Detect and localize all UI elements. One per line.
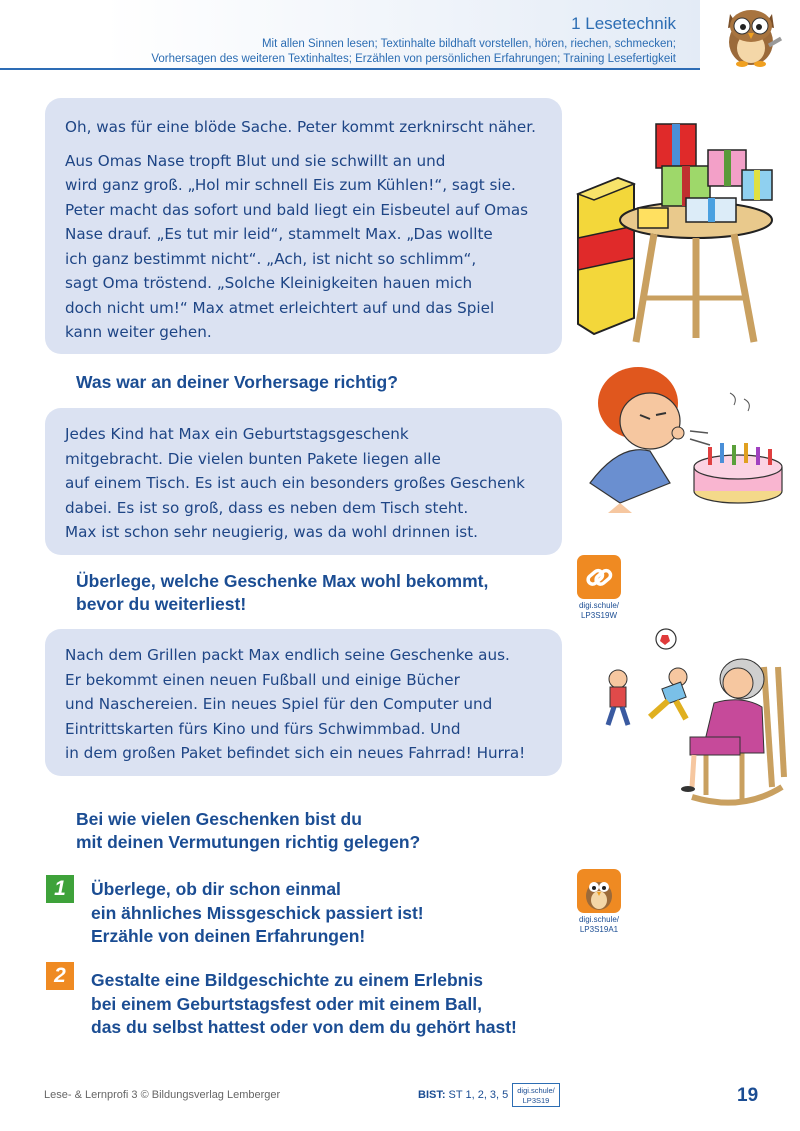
- digi-link-label-1[interactable]: digi.schule/ LP3S19W: [578, 601, 620, 620]
- question-guess-gifts: Überlege, welche Geschenke Max wohl bekommt, bevor du weiterliest!: [76, 571, 489, 614]
- task-text: Gestalte eine Bildgeschichte zu einem Erlebnis bei einem Geburtstagsfest oder mit einem Ball, das du selbst hattest oder von dem du gehört hast!: [91, 970, 517, 1037]
- story-box-3: [45, 629, 562, 776]
- chapter-subtitle-line1: Mit allen Sinnen lesen; Textinhalte bildhaft vorstellen, hören, riechen, schmecken;: [261, 38, 676, 50]
- page-number: 19: [737, 1085, 759, 1106]
- footer-publisher: Lese- & Lernprofi 3 © Bildungsverlag Lemberger: [44, 1089, 281, 1101]
- question-correct-guesses: Bei wie vielen Geschenken bist du mit deinen Vermutungen richtig gelegen?: [76, 809, 421, 852]
- footer-bist: [418, 1089, 508, 1101]
- story-paragraph: Jedes Kind hat Max ein Geburtstagsgeschenk mitgebracht. Die vielen bunten Pakete liegen alle auf einem Tisch. Es ist auch ein besonders großes Geschenk dabei. Es ist so groß, dass es neben dem Tisch steht. Max ist schon sehr neugierig, was da wohl drinnen ist.: [65, 425, 525, 541]
- story-box-1: [45, 98, 562, 354]
- task-number-badge: 1: [46, 875, 74, 903]
- footer-digi-code[interactable]: digi.schule/ LP3S19: [512, 1083, 560, 1107]
- question-prediction: Was war an deiner Vorhersage richtig?: [76, 372, 398, 392]
- task-number-badge: 2: [46, 962, 74, 990]
- story-paragraph: Aus Omas Nase tropft Blut und sie schwillt an und wird ganz groß. „Hol mir schnell Eis zum Kühlen!“, sagt sie. Peter macht das sofort und bald liegt ein Eisbeutel auf Omas Nase drauf. „Es tut mir leid“, stammelt Max. „Das wollte ich ganz bestimmt nicht“. „Ach, ist nicht so schlimm“, sagt Oma tröstend. „Solche Kleinigkeiten hauen mich doch nicht um!“ Max atmet erleichtert auf und das Spiel kann weiter gehen.: [65, 151, 529, 341]
- chapter-title: 1 Lesetechnik: [571, 14, 676, 33]
- bist-value: ST 1, 2, 3, 5: [445, 1089, 509, 1101]
- task-text: Überlege, ob dir schon einmal ein ähnliches Missgeschick passiert ist! Erzähle von deinen Erfahrungen!: [91, 879, 424, 946]
- grandma-football-illustration: [582, 627, 787, 812]
- owl-mascot-icon: [716, 2, 786, 68]
- digi-link-label-2[interactable]: digi.schule/ LP3S19A1: [578, 915, 620, 934]
- story-paragraph: Nach dem Grillen packt Max endlich seine Geschenke aus. Er bekommt einen neuen Fußball und einige Bücher und Naschereien. Ein neues Spiel für den Computer und Eintrittskarten fürs Kino und fürs Schwimmbad. Und in dem großen Paket befindet sich ein neues Fahrrad! Hurra!: [65, 646, 526, 762]
- boy-birthday-cake-illustration: [580, 363, 790, 523]
- link-icon[interactable]: [577, 555, 621, 599]
- story-paragraph: Oh, was für eine blöde Sache. Peter kommt zerknirscht näher.: [65, 118, 536, 136]
- bist-label: BIST:: [418, 1089, 446, 1101]
- chapter-subtitle-line2: Vorhersagen des weiteren Textinhaltes; Erzählen von persönlichen Erfahrungen; Training Lesefertigkeit: [151, 53, 676, 65]
- gifts-table-illustration: [574, 108, 784, 344]
- owl-icon[interactable]: [577, 869, 621, 913]
- header-divider: [0, 68, 700, 70]
- story-box-2: [45, 408, 562, 555]
